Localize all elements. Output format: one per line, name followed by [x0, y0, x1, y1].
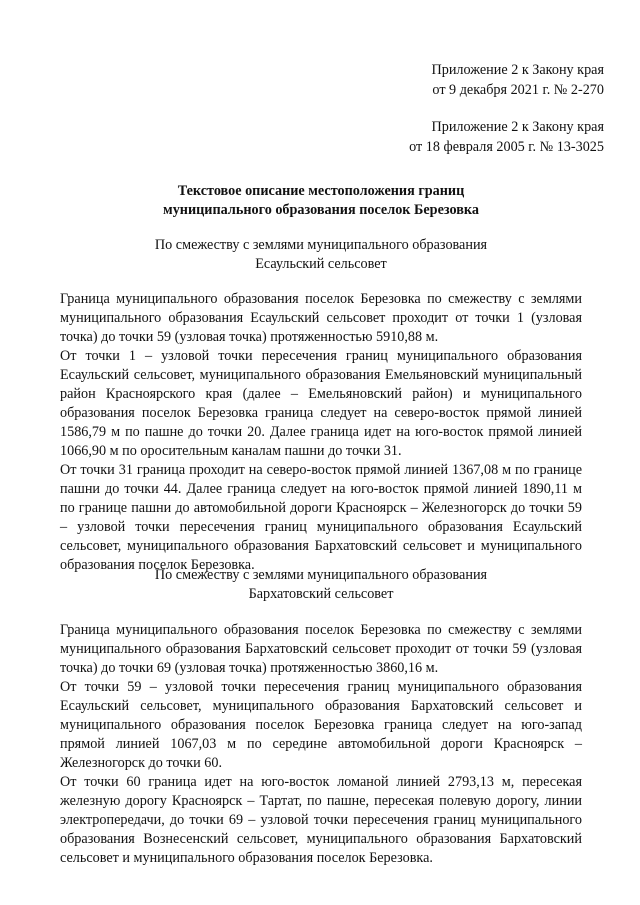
annex-original-reference	[409, 117, 604, 157]
title-line1: Текстовое описание местоположения границ	[177, 183, 465, 199]
annex-current-reference	[432, 60, 605, 100]
section2-paragraph: Граница муниципального образования поселок Березовка по смежеству с землями муниципального образования Бархатовский сельсовет проходит от точки 59 (узловая точка) до точки 69 (узловая точка) протяженностью 3860,16 м.	[60, 622, 582, 676]
title-line2: муниципального образования поселок Березовка	[163, 202, 479, 218]
section1-paragraph: От точки 31 граница проходит на северо-восток прямой линией 1367,08 м по границе пашни до точки 44. Далее граница следует на юго-восток прямой линией 1890,11 м по границе пашни до автомобильной дороги Красноярск – Железногорск до точки 59 – узловой точки пересечения границ муниципального образования Есаульский сельсовет, муниципального образования Бархатовский сельсовет и муниципального образования поселок Березовка.	[60, 462, 582, 573]
section1-paragraph: От точки 1 – узловой точки пересечения границ муниципального образования Есаульский сельсовет, муниципального образования Емельяновский муниципальный район Красноярского края (далее – Емельяновский район) и муниципального образования поселок Березовка граница следует на северо-восток прямой линией 1586,79 м по пашне до точки 20. Далее граница идет на юго-восток прямой линией 1066,90 м по оросительным каналам пашни до точки 31.	[60, 348, 582, 459]
section2-heading	[60, 566, 582, 604]
annex-original-line1: Приложение 2 к Закону края	[431, 119, 604, 135]
document-title	[60, 182, 582, 220]
section2-heading-line1: По смежеству с землями муниципального образования	[154, 567, 488, 583]
section2-heading-line2: Бархатовский сельсовет	[248, 586, 394, 602]
section1-body	[60, 290, 582, 575]
annex-current-line1: Приложение 2 к Закону края	[431, 62, 604, 78]
section2-body	[60, 621, 582, 868]
section1-paragraph: Граница муниципального образования поселок Березовка по смежеству с землями муниципального образования Есаульский сельсовет проходит от точки 1 (узловая точка) до точки 59 (узловая точка) протяженностью 5910,88 м.	[60, 291, 582, 345]
section1-heading-line2: Есаульский сельсовет	[255, 256, 387, 272]
section2-paragraph: От точки 60 граница идет на юго-восток ломаной линией 2793,13 м, пересекая железную дорогу Красноярск – Тартат, по пашне, пересекая полевую дорогу, линии электропередачи, до точки 69 – узловой точки пересечения границ муниципального образования Вознесенский сельсовет, муниципального образования Бархатовский сельсовет и муниципального образования поселок Березовка.	[60, 774, 582, 866]
section2-paragraph: От точки 59 – узловой точки пересечения границ муниципального образования Есаульский сельсовет, муниципального образования Бархатовский сельсовет и муниципального образования поселок Березовка граница следует на юго-запад прямой линией 1067,03 м по середине автомобильной дороги Красноярск – Железногорск до точки 60.	[60, 679, 582, 771]
annex-current-line2: от 9 декабря 2021 г. № 2-270	[432, 82, 604, 98]
section1-heading	[60, 236, 582, 274]
section1-heading-line1: По смежеству с землями муниципального образования	[154, 237, 488, 253]
annex-original-line2: от 18 февраля 2005 г. № 13-3025	[409, 139, 604, 155]
